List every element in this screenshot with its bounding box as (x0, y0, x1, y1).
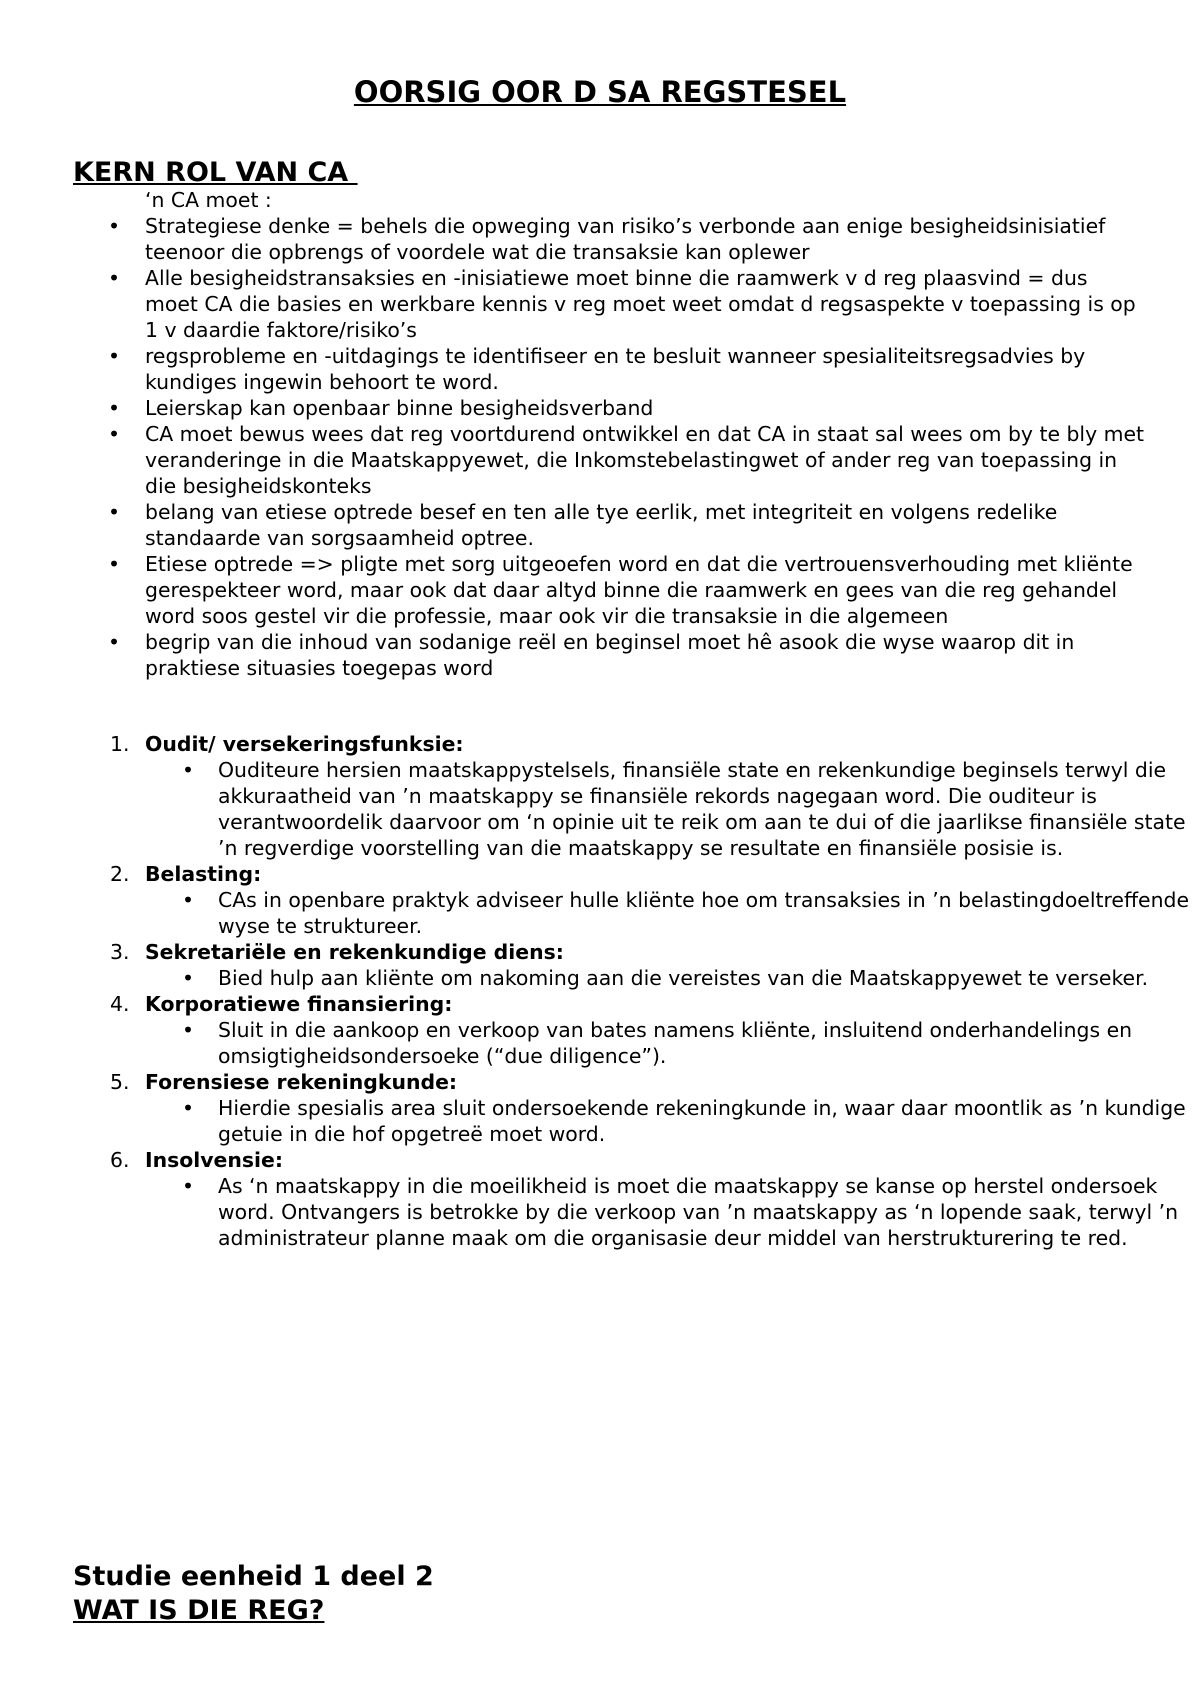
sub-bullet-icon: • (182, 966, 195, 990)
bullet-icon: • (108, 396, 121, 420)
item-number: 1. (110, 732, 130, 756)
item-number: 3. (110, 940, 130, 964)
item-title: Oudit/ versekeringsfunksie: (145, 732, 464, 756)
bullet-icon: • (108, 630, 121, 654)
list-item (0, 551, 1145, 629)
item-title: Belasting: (145, 862, 262, 886)
numbered-item-corporate-finance (0, 991, 1145, 1069)
sub-bullet-text: Ouditeure hersien maatskappystelsels, finansiële state en rekenkundige beginsels terwyl die akkuraatheid van ’n maatskappy se finansiële rekords nagegaan word. Die ouditeur is verantwoordelik daarvoor om ‘n opinie uit te reik om aan te dui of die jaarlikse finansiële state ’n regverdige voorstelling van die maatskappy se resultate en finansiële posisie is. (218, 758, 1186, 860)
sub-bullet-icon: • (182, 1096, 195, 1120)
study-unit-heading: Studie eenheid 1 deel 2 (73, 1561, 434, 1592)
sub-bullet-text: As ‘n maatskappy in die moeilikheid is moet die maatskappy se kanse op herstel ondersoek word. Ontvangers is betrokke by die verkoop van ’n maatskappy as ‘n lopende saak, terwyl ’n administrateur planne maak om die organisasie deur middel van herstrukturering te red. (218, 1174, 1178, 1250)
list-item (0, 629, 1145, 681)
numbered-item-forensic (0, 1069, 1186, 1147)
bullet-icon: • (108, 214, 121, 238)
item-title: Korporatiewe finansiering: (145, 992, 453, 1016)
list-item (0, 421, 1145, 499)
functions-numbered-list (0, 731, 1200, 1251)
sub-bullet (145, 887, 1193, 939)
bullet-text: CA moet bewus wees dat reg voortdurend ontwikkel en dat CA in staat sal wees om by te bly met veranderinge in die Maatskappyewet, die Inkomstebelastingwet of ander reg van toepassing in die besigheidskonteks (145, 422, 1145, 498)
bullet-icon: • (108, 422, 121, 446)
sub-bullet-icon: • (182, 888, 195, 912)
core-role-bullet-list (0, 213, 1200, 681)
bullet-text: Alle besigheidstransaksies en -inisiatiewe moet binne die raamwerk v d reg plaasvind = dus moet CA die basies en werkbare kennis v reg moet weet omdat d regsaspekte v toepassing is op 1 v daardie faktore/risiko’s (145, 266, 1136, 342)
sub-bullet (145, 965, 1193, 991)
sub-bullet (145, 1173, 1193, 1251)
item-title: Forensiese rekeningkunde: (145, 1070, 458, 1094)
sub-bullet-text: CAs in openbare praktyk adviseer hulle kliënte hoe om transaksies in ’n belastingdoeltreffende wyse te struktureer. (218, 888, 1189, 938)
sub-bullet-icon: • (182, 1174, 195, 1198)
item-number: 5. (110, 1070, 130, 1094)
item-title: Insolvensie: (145, 1148, 283, 1172)
numbered-item-secretarial (0, 939, 1149, 991)
item-title: Sekretariële en rekenkundige diens: (145, 940, 564, 964)
bullet-text: Leierskap kan openbaar binne besigheidsverband (145, 396, 654, 420)
numbered-item-insolvency (0, 1147, 1178, 1251)
bullet-text: belang van etiese optrede besef en ten alle tye eerlik, met integriteit en volgens redelike standaarde van sorgsaamheid optree. (145, 500, 1058, 550)
list-item (0, 499, 1145, 551)
list-item (0, 265, 1145, 343)
section-heading: KERN ROL VAN CA (73, 157, 358, 188)
bullet-icon: • (108, 500, 121, 524)
numbered-item-audit (0, 731, 1186, 861)
bullet-icon: • (108, 266, 121, 290)
sub-bullet-text: Sluit in die aankoop en verkoop van bates namens kliënte, insluitend onderhandelings en omsigtigheidsondersoeke (“due diligence”). (218, 1018, 1133, 1068)
list-item (0, 213, 1145, 265)
document-title-text: OORSIG OOR D SA REGSTESEL (353, 75, 847, 109)
bullet-text: Strategiese denke = behels die opweging van risiko’s verbonde aan enige besigheidsinisiatief teenoor die opbrengs of voordele wat die transaksie kan oplewer (145, 214, 1106, 264)
list-item (0, 343, 1145, 395)
what-is-law-heading: WAT IS DIE REG? (73, 1595, 325, 1626)
sub-bullet-icon: • (182, 758, 195, 782)
sub-bullet-icon: • (182, 1018, 195, 1042)
sub-bullet (145, 1095, 1193, 1147)
bullet-text: Etiese optrede => pligte met sorg uitgeoefen word en dat die vertrouensverhouding met kliënte gerespekteer word, maar ook dat daar altyd binne die raamwerk en gees van die reg gehandel word soos gestel vir die professie, maar ook vir die transaksie in die algemeen (145, 552, 1133, 628)
sub-bullet-text: Bied hulp aan kliënte om nakoming aan die vereistes van die Maatskappyewet te verseker. (218, 966, 1149, 990)
section-intro: ‘n CA moet : (145, 188, 272, 212)
bullet-text: begrip van die inhoud van sodanige reël en beginsel moet hê asook die wyse waarop dit in praktiese situasies toegepas word (145, 630, 1075, 680)
sub-bullet (145, 757, 1193, 861)
item-number: 2. (110, 862, 130, 886)
item-number: 4. (110, 992, 130, 1016)
numbered-item-tax (0, 861, 1189, 939)
bullet-icon: • (108, 344, 121, 368)
document-title (0, 74, 1200, 110)
bullet-icon: • (108, 552, 121, 576)
sub-bullet-text: Hierdie spesialis area sluit ondersoekende rekeningkunde in, waar daar moontlik as ’n kundige getuie in die hof opgetreë moet word. (218, 1096, 1186, 1146)
bullet-text: regsprobleme en -uitdagings te identifiseer en te besluit wanneer spesialiteitsregsadvies by kundiges ingewin behoort te word. (145, 344, 1086, 394)
sub-bullet (145, 1017, 1193, 1069)
list-item (0, 395, 1145, 421)
item-number: 6. (110, 1148, 130, 1172)
